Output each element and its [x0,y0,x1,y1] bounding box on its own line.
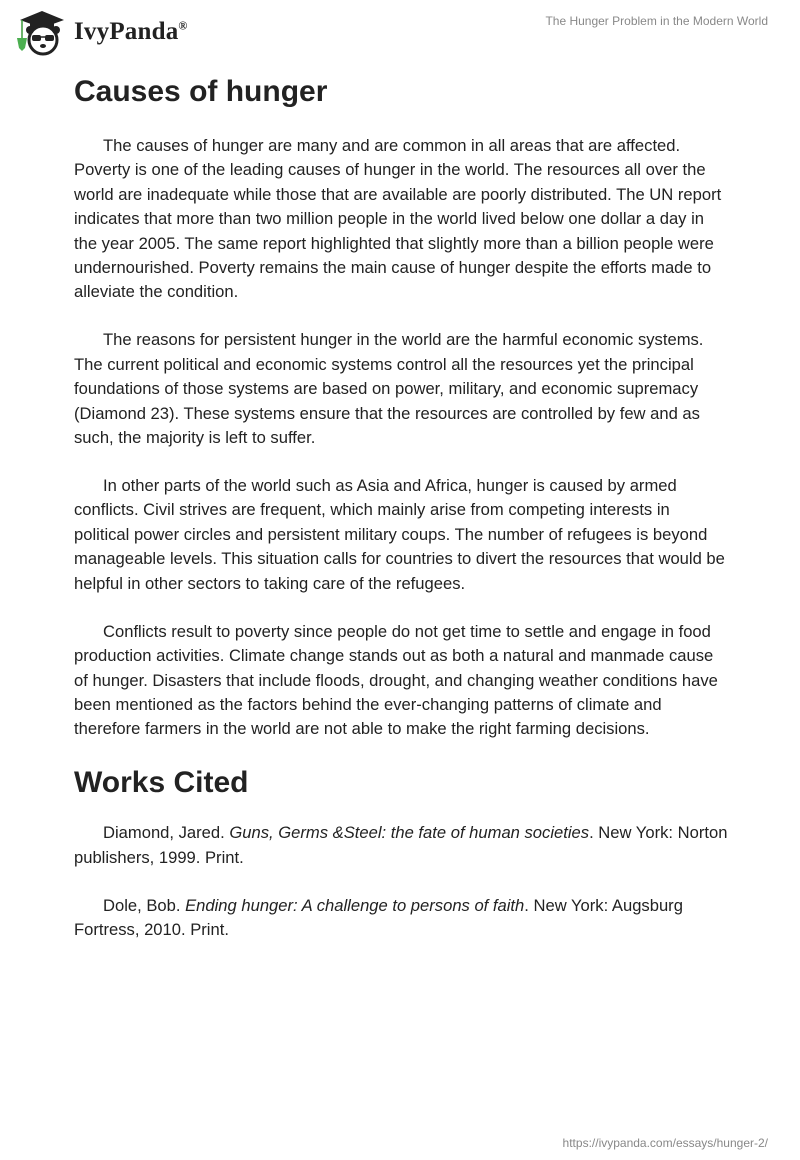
document-title: The Hunger Problem in the Modern World [545,14,768,28]
panda-graduate-icon [14,8,66,56]
essay-content [74,72,728,966]
source-url[interactable]: https://ivypanda.com/essays/hunger-2/ [562,1136,768,1150]
works-cited-heading: Works Cited [74,766,249,800]
section-heading: Causes of hunger [74,75,328,108]
citation-title: Guns, Germs &Steel: the fate of human societies [229,823,590,843]
citation: Diamond, Jared. Guns, Germs &Steel: the fate of human societies. New York: Norton publishers, 1999. Print. [74,823,728,867]
logo-text: IvyPanda® [74,18,188,45]
paragraph: In other parts of the world such as Asia and Africa, hunger is caused by armed conflicts. Civil strives are frequent, which mainly arise from competing interests in political power circles and persistent military coups. The number of refugees is beyond manageable levels. This situation calls for countries to divert the resources that would be helpful in other sectors to taking care of the refugees. [74,476,725,593]
citation: Dole, Bob. Ending hunger: A challenge to persons of faith. New York: Augsburg Fortress, 2010. Print. [74,895,683,940]
paragraph: Conflicts result to poverty since people do not get time to settle and engage in food production activities. Climate change stands out as both a natural and manmade cause of hunger. Disasters that include floods, drought, and changing weather conditions have been mentioned as the factors behind the ever-changing patterns of climate and therefore farmers in the world are not able to make the right farming decisions. [74,621,718,739]
citation-title: Ending hunger: A challenge to persons of faith [185,895,525,915]
paragraph: The reasons for persistent hunger in the world are the harmful economic systems. The current political and economic systems control all the resources yet the principal foundations of those systems are based on power, military, and economic supremacy (Diamond 23). These systems ensure that the resources are controlled by few and as such, the majority is left to suffer. [74,330,704,448]
paragraph: The causes of hunger are many and are common in all areas that are affected. Poverty is one of the leading causes of hunger in the world. The resources all over the world are inadequate while those that are available are poorly distributed. The UN report indicates that more than two million people in the world lived below one dollar a day in the year 2005. The same report highlighted that slightly more than a billion people were undernourished. Poverty remains the main cause of hunger despite the efforts made to alleviate the condition. [74,136,722,302]
ivypanda-logo[interactable] [14,8,188,56]
